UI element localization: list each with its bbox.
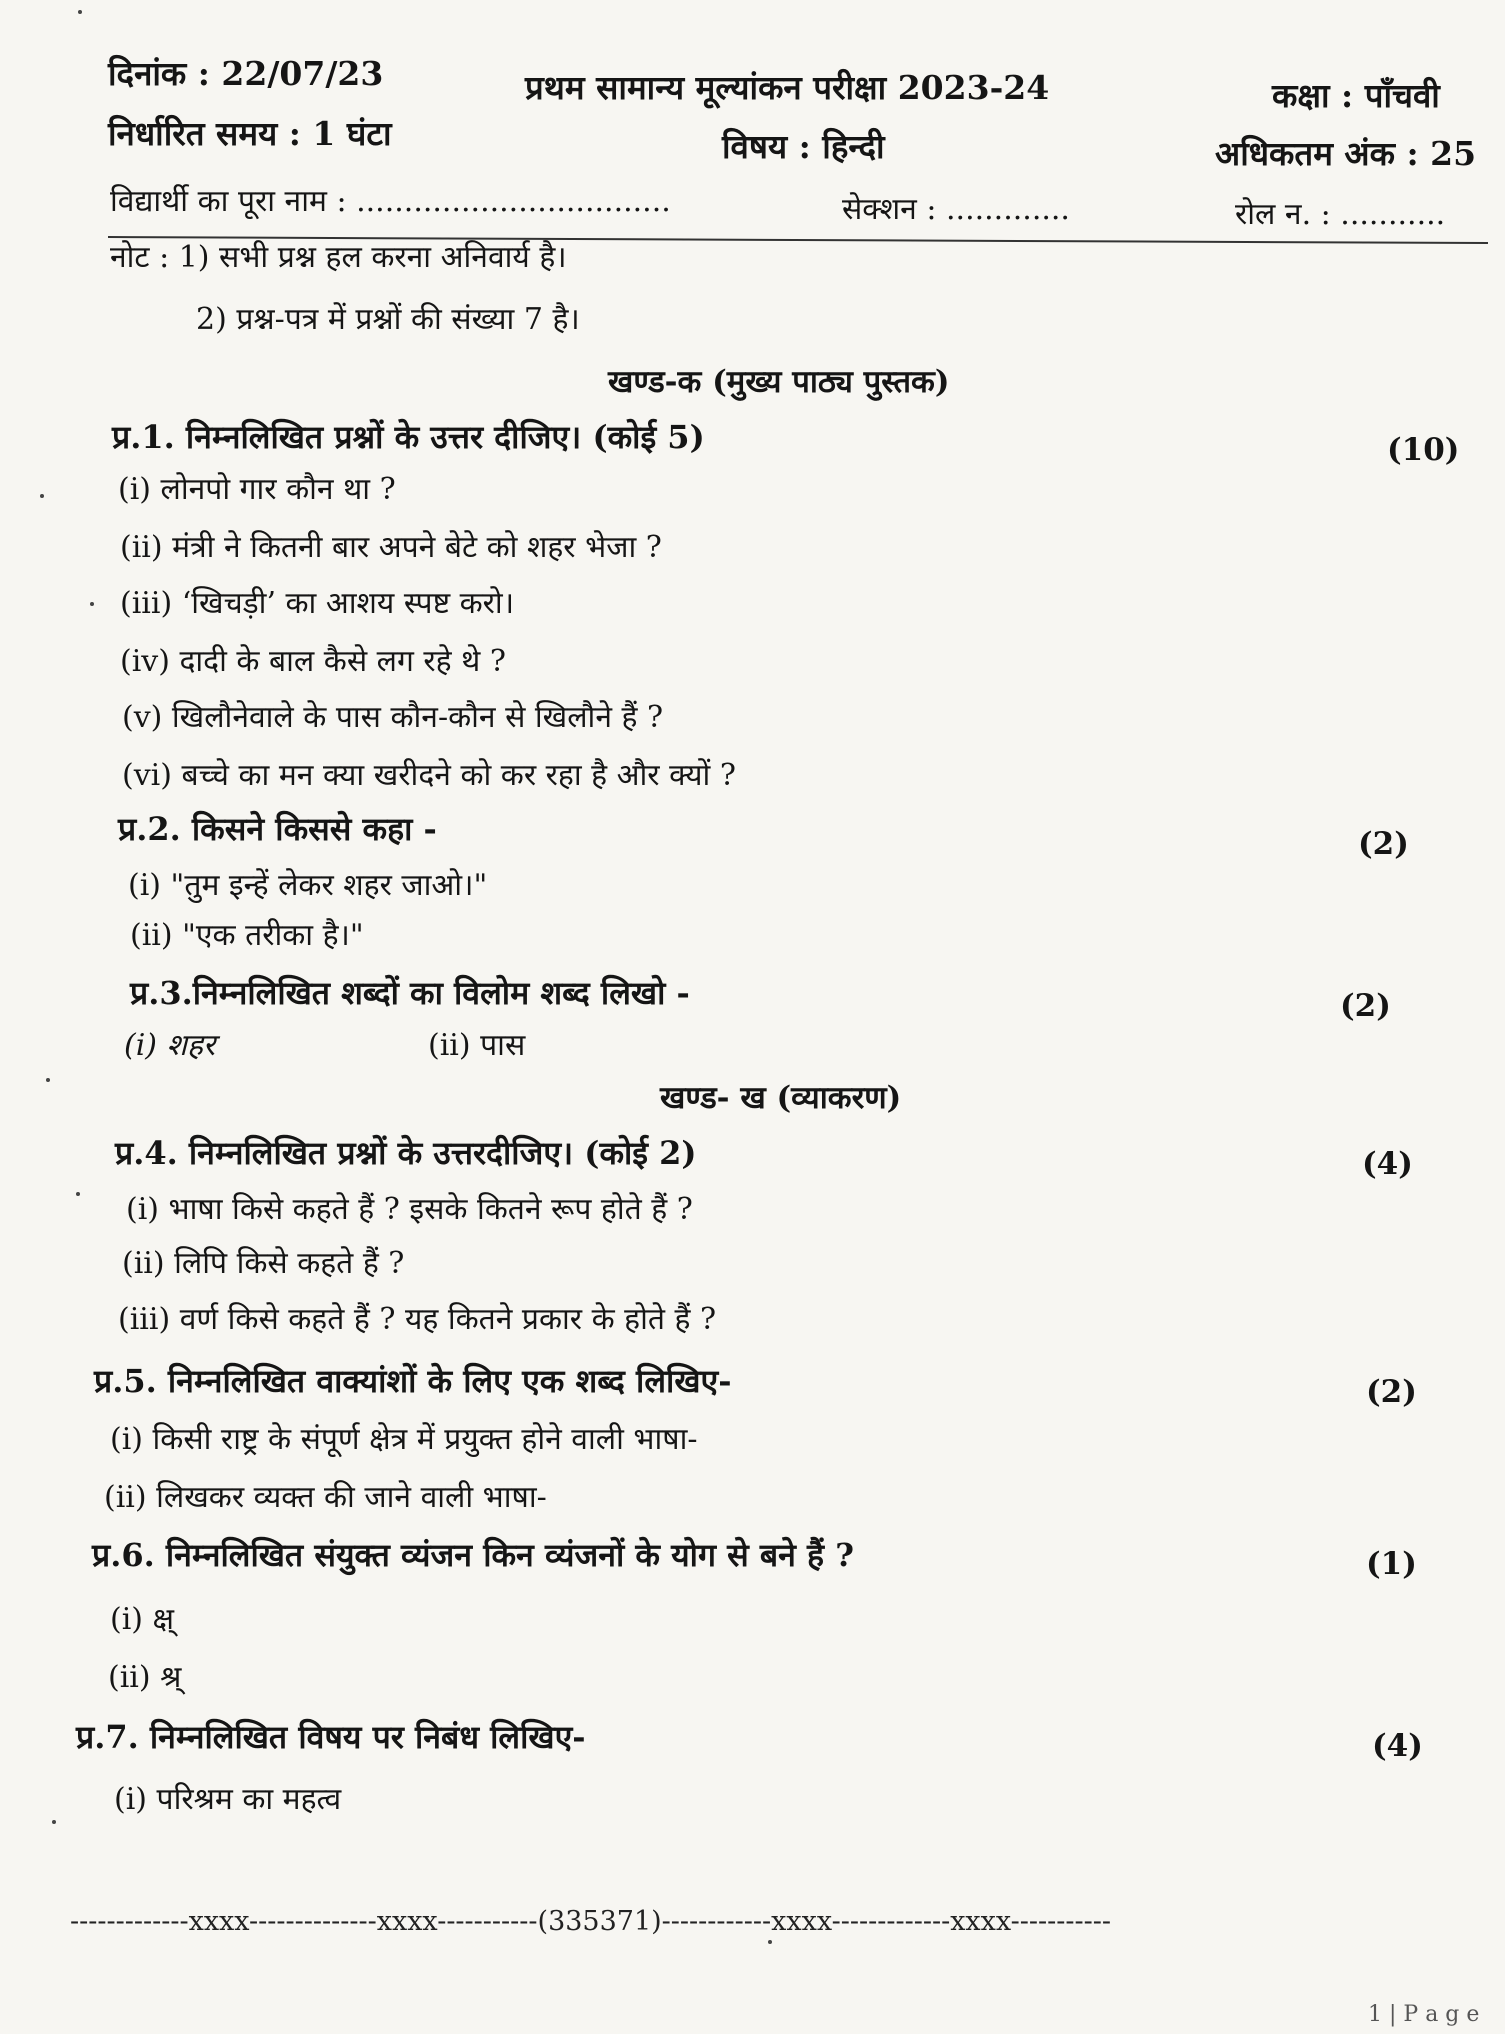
section-a-heading: खण्ड-क (मुख्य पाठ्य पुस्तक) — [608, 364, 950, 400]
q1-title: प्र.1. निम्नलिखित प्रश्नों के उत्तर दीजिए। (कोई 5) — [112, 418, 705, 456]
q1-item: (v) खिलौनेवाले के पास कौन-कौन से खिलौने हैं ? — [122, 700, 664, 735]
q4-item: (ii) लिपि किसे कहते हैं ? — [122, 1246, 405, 1281]
q6-item: (ii) श्र् — [108, 1660, 182, 1695]
q1-item: (vi) बच्चे का मन क्या खरीदने को कर रहा है और क्यों ? — [122, 758, 736, 793]
q2-item: (i) "तुम इन्हें लेकर शहर जाओ।" — [128, 868, 488, 903]
page-number: 1 | P a g e — [1368, 2002, 1480, 2027]
footer-line: -------------xxxx--------------xxxx-----------(335371)------------xxxx-------------xxxx----------- — [70, 1906, 1111, 1937]
q1-item: (iv) दादी के बाल कैसे लग रहे थे ? — [120, 644, 506, 679]
student-name-field: विद्यार्थी का पूरा नाम : ................................. — [110, 184, 671, 219]
scan-speck — [90, 602, 94, 606]
scan-speck — [52, 1820, 56, 1824]
subject-label: विषय : हिन्दी — [722, 127, 885, 166]
q4-title: प्र.4. निम्नलिखित प्रश्नों के उत्तरदीजिए। (कोई 2) — [115, 1134, 697, 1172]
scan-speck — [46, 1078, 50, 1082]
q2-item: (ii) "एक तरीका है।" — [130, 918, 364, 953]
roll-number-field: रोल न. : ........... — [1235, 197, 1446, 232]
q7-marks: (4) — [1372, 1728, 1423, 1764]
q6-marks: (1) — [1366, 1546, 1417, 1582]
q5-title: प्र.5. निम्नलिखित वाक्यांशों के लिए एक शब्द लिखिए- — [94, 1362, 732, 1400]
note-1: नोट : 1) सभी प्रश्न हल करना अनिवार्य है। — [110, 240, 567, 275]
scan-speck — [768, 1940, 772, 1944]
q5-marks: (2) — [1366, 1374, 1417, 1410]
q6-title: प्र.6. निम्नलिखित संयुक्त व्यंजन किन व्यंजनों के योग से बने हैं ? — [92, 1536, 854, 1574]
scan-speck — [40, 494, 44, 498]
exam-title: प्रथम सामान्य मूल्यांकन परीक्षा 2023-24 — [525, 68, 1050, 107]
q6-item: (i) क्ष् — [110, 1602, 175, 1637]
section-field: सेक्शन : ............. — [842, 192, 1070, 227]
q3-title: प्र.3.निम्नलिखित शब्दों का विलोम शब्द लिखो - — [130, 974, 690, 1012]
q2-marks: (2) — [1358, 826, 1409, 862]
q4-item: (iii) वर्ण किसे कहते हैं ? यह कितने प्रकार के होते हैं ? — [118, 1302, 717, 1337]
q7-title: प्र.7. निम्नलिखित विषय पर निबंध लिखिए- — [76, 1718, 586, 1756]
q1-marks: (10) — [1387, 432, 1460, 468]
exam-date: दिनांक : 22/07/23 — [108, 54, 384, 93]
class-label: कक्षा : पाँचवी — [1272, 76, 1440, 115]
q2-title: प्र.2. किसने किससे कहा - — [118, 810, 437, 848]
q3-marks: (2) — [1340, 988, 1391, 1024]
q3-item: (ii) पास — [428, 1028, 526, 1063]
q5-item: (i) किसी राष्ट्र के संपूर्ण क्षेत्र में प्रयुक्त होने वाली भाषा- — [110, 1422, 698, 1457]
scan-speck — [76, 1192, 80, 1196]
time-allowed: निर्धारित समय : 1 घंटा — [108, 114, 392, 153]
q1-item: (ii) मंत्री ने कितनी बार अपने बेटे को शहर भेजा ? — [120, 530, 662, 565]
section-b-heading: खण्ड- ख (व्याकरण) — [660, 1080, 902, 1116]
scan-speck — [78, 10, 82, 14]
note-2: 2) प्रश्न-पत्र में प्रश्नों की संख्या 7 है। — [196, 302, 580, 337]
q7-item: (i) परिश्रम का महत्व — [114, 1782, 342, 1817]
q1-item: (iii) ‘खिचड़ी’ का आशय स्पष्ट करो। — [120, 586, 515, 621]
max-marks: अधिकतम अंक : 25 — [1215, 134, 1477, 173]
q4-marks: (4) — [1362, 1146, 1413, 1182]
q1-item: (i) लोनपो गार कौन था ? — [118, 472, 396, 507]
q4-item: (i) भाषा किसे कहते हैं ? इसके कितने रूप होते हैं ? — [126, 1192, 693, 1227]
q3-item: (i) शहर — [124, 1028, 216, 1063]
q5-item: (ii) लिखकर व्यक्त की जाने वाली भाषा- — [104, 1480, 547, 1515]
